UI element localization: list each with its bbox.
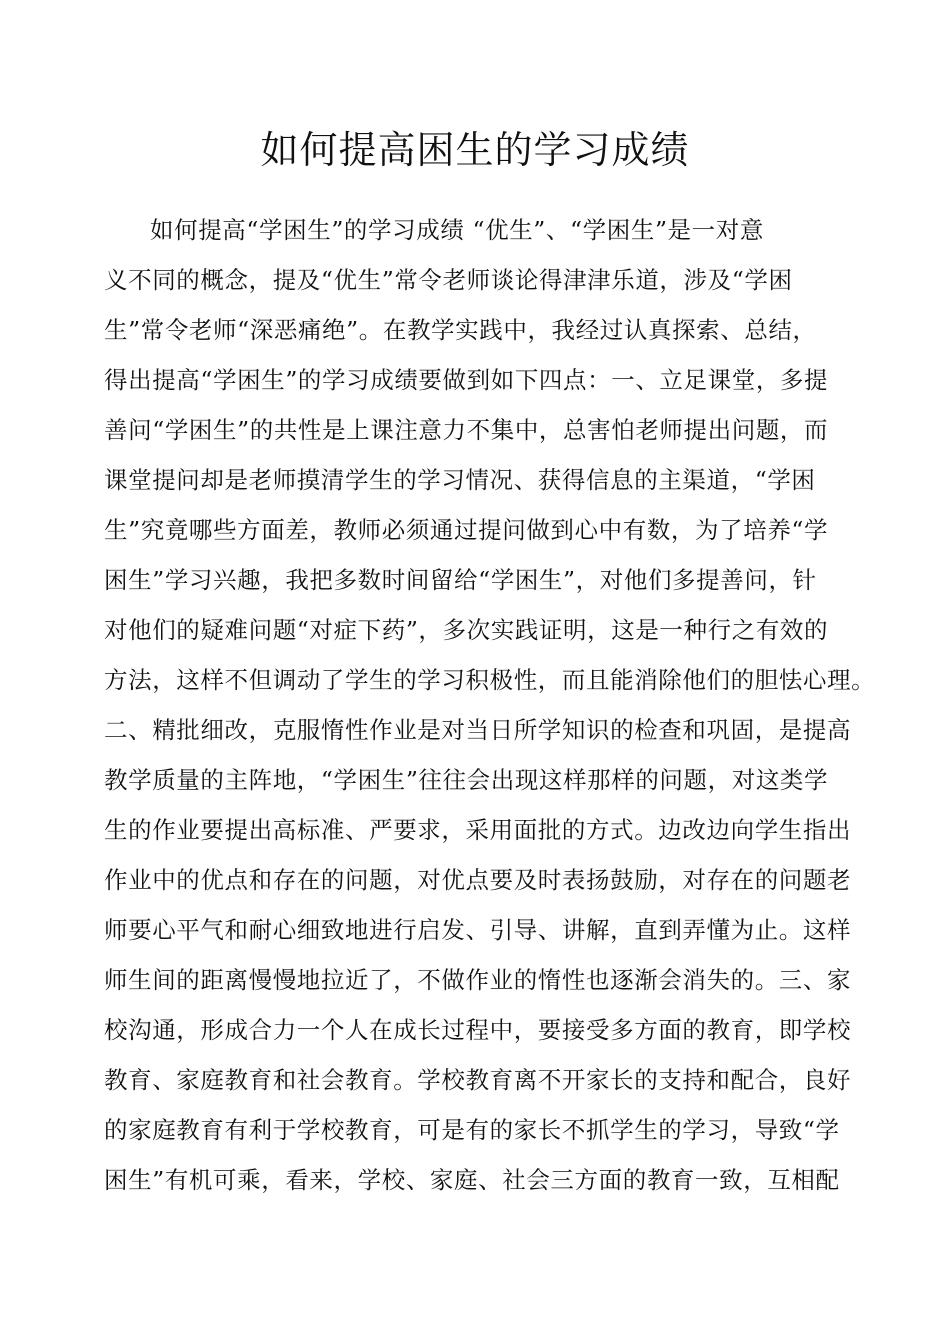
body-line: 教学质量的主阵地，“学困生”往往会出现这样那样的问题，对这类学: [104, 766, 829, 794]
body-line: 的家庭教育有利于学校教育，可是有的家长不抓学生的学习，导致“学: [104, 1116, 840, 1144]
body-line: 方法，这样不但调动了学生的学习积极性，而且能消除他们的胆怯心理。: [104, 666, 876, 694]
body-line: 对他们的疑难问题“对症下药”，多次实践证明，这是一种行之有效的: [104, 616, 829, 644]
body-line: 师要心平气和耐心细致地进行启发、引导、讲解，直到弄懂为止。这样: [104, 916, 852, 944]
body-line: 二、精批细改，克服惰性作业是对当日所学知识的检查和巩固，是提高: [104, 716, 852, 744]
body-line: 义不同的概念，提及“优生”常令老师谈论得津津乐道，涉及“学困: [104, 266, 793, 294]
body-line: 困生”有机可乘，看来，学校、家庭、社会三方面的教育一致，互相配: [104, 1166, 840, 1194]
body-line: 作业中的优点和存在的问题，对优点要及时表扬鼓励，对存在的问题老: [104, 866, 852, 894]
body-line: 师生间的距离慢慢地拉近了，不做作业的惰性也逐渐会消失的。三、家: [104, 966, 852, 994]
body-line: 得出提高“学困生”的学习成绩要做到如下四点：一、立足课堂，多提: [104, 366, 829, 394]
body-line: 校沟通，形成合力一个人在成长过程中，要接受多方面的教育，即学校: [104, 1016, 852, 1044]
body-line: 困生”学习兴趣，我把多数时间留给“学困生”，对他们多提善问，针: [104, 566, 817, 594]
body-line: 教育、家庭教育和社会教育。学校教育离不开家长的支持和配合，良好: [104, 1066, 852, 1094]
document-body: [104, 205, 876, 1205]
body-line: 课堂提问却是老师摸清学生的学习情况、获得信息的主渠道，“学困: [104, 466, 816, 494]
body-line: 生”常令老师“深恶痛绝”。在教学实践中，我经过认真探索、总结，: [104, 316, 817, 344]
body-line: 生”究竟哪些方面差，教师必须通过提问做到心中有数，为了培养“学: [104, 516, 829, 544]
body-line: 如何提高“学困生”的学习成绩 “优生”、“学困生”是一对意: [150, 216, 764, 244]
body-line: 生的作业要提出高标准、严要求，采用面批的方式。边改边向学生指出: [104, 816, 852, 844]
document-title: 如何提高困生的学习成绩: [260, 128, 690, 172]
body-line: 善问“学困生”的共性是上课注意力不集中，总害怕老师提出问题，而: [104, 416, 829, 444]
